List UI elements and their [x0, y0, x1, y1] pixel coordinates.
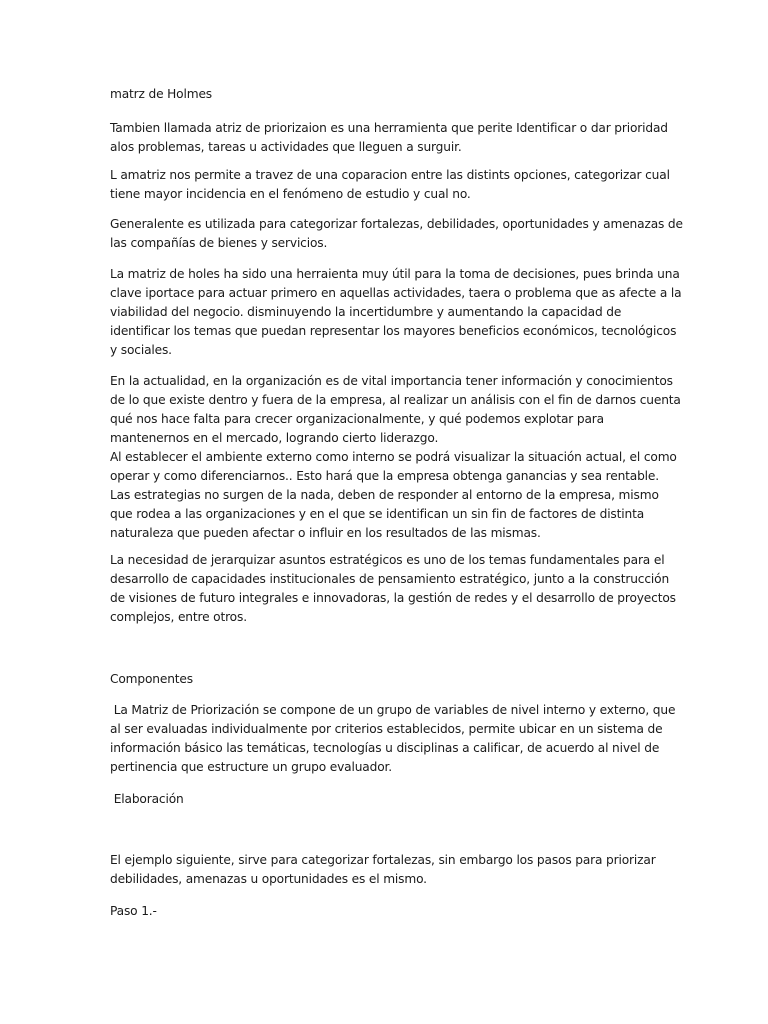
- text-line: y sociales.: [110, 343, 172, 357]
- text-line: debilidades, amenazas u oportunidades es el mismo.: [110, 872, 427, 886]
- text-line: pertinencia que estructure un grupo evaluador.: [110, 760, 392, 774]
- text-line: operar y como diferenciarnos.. Esto hará que la empresa obtenga ganancias y sea rentable.: [110, 469, 659, 483]
- paragraph-strategy: [110, 551, 676, 627]
- text-line: identificar los temas que puedan representar los mayores beneficios económicos, tecnológicos: [110, 324, 677, 338]
- text-line: información básico las temáticas, tecnologías u disciplinas a calificar, de acuerdo al nivel de: [110, 741, 660, 755]
- heading-elaboracion: [110, 790, 662, 809]
- paragraph-componentes: [110, 701, 676, 777]
- text-line: Al establecer el ambiente externo como interno se podrá visualizar la situación actual, el como: [110, 450, 677, 464]
- text-line: La Matriz de Priorización se compone de un grupo de variables de nivel interno y externo, que: [110, 703, 676, 717]
- paragraph-utility: [110, 265, 682, 360]
- text-line: naturaleza que pueden afectar o influir en los resultados de las mismas.: [110, 526, 541, 540]
- text-line: Generalente es utilizada para categorizar fortalezas, debilidades, oportunidades y amenazas de: [110, 217, 683, 231]
- text-line: En la actualidad, en la organización es de vital importancia tener información y conocimientos: [110, 374, 673, 388]
- text-line: Tambien llamada atriz de priorizaion es una herramienta que perite Identificar o dar prioridad: [110, 121, 668, 135]
- text-line: que rodea a las organizaciones y en el que se identifican un sin fin de factores de distinta: [110, 507, 645, 521]
- step-label: [110, 902, 662, 921]
- document-title: [110, 85, 662, 104]
- text-line: al ser evaluadas individualmente por criterios establecidos, permite ubicar en un sistema de: [110, 722, 663, 736]
- heading-componentes: [110, 670, 662, 689]
- text-line: qué nos hace falta para crecer organizacionalmente, y qué podemos explotar para: [110, 412, 604, 426]
- text-line: complejos, entre otros.: [110, 610, 247, 624]
- title-line: matrz de Holmes: [110, 87, 212, 101]
- text-line: El ejemplo siguiente, sirve para categorizar fortalezas, sin embargo los pasos para priorizar: [110, 853, 656, 867]
- step-heading: Paso 1.-: [110, 904, 157, 918]
- section-heading: Elaboración: [110, 792, 184, 806]
- text-line: alos problemas, tareas u actividades que lleguen a surguir.: [110, 140, 462, 154]
- text-line: de visiones de futuro integrales e innovadoras, la gestión de redes y el desarrollo de proyectos: [110, 591, 676, 605]
- section-heading: Componentes: [110, 672, 193, 686]
- text-line: las compañías de bienes y servicios.: [110, 236, 328, 250]
- text-line: viabilidad del negocio. disminuyendo la incertidumbre y aumentando la capacidad de: [110, 305, 622, 319]
- text-line: Las estrategias no surgen de la nada, deben de responder al entorno de la empresa, mismo: [110, 488, 659, 502]
- text-line: L amatriz nos permite a travez de una coparacion entre las distints opciones, categorizar cual: [110, 168, 670, 182]
- paragraph-example: [110, 851, 662, 889]
- text-line: La necesidad de jerarquizar asuntos estratégicos es uno de los temas fundamentales para el: [110, 553, 665, 567]
- paragraph-usage: [110, 215, 683, 253]
- text-line: tiene mayor incidencia en el fenómeno de estudio y cual no.: [110, 187, 471, 201]
- paragraph-definition: [110, 119, 668, 157]
- text-line: clave iportace para actuar primero en aquellas actividades, taera o problema que as afecte a la: [110, 286, 682, 300]
- paragraph-context: [110, 372, 681, 543]
- paragraph-comparison: [110, 166, 670, 204]
- text-line: La matriz de holes ha sido una herraienta muy útil para la toma de decisiones, pues brinda una: [110, 267, 680, 281]
- text-line: desarrollo de capacidades institucionales de pensamiento estratégico, junto a la construcción: [110, 572, 670, 586]
- text-line: de lo que existe dentro y fuera de la empresa, al realizar un análisis con el fin de darnos cuenta: [110, 393, 681, 407]
- text-line: mantenernos en el mercado, logrando cierto liderazgo.: [110, 431, 439, 445]
